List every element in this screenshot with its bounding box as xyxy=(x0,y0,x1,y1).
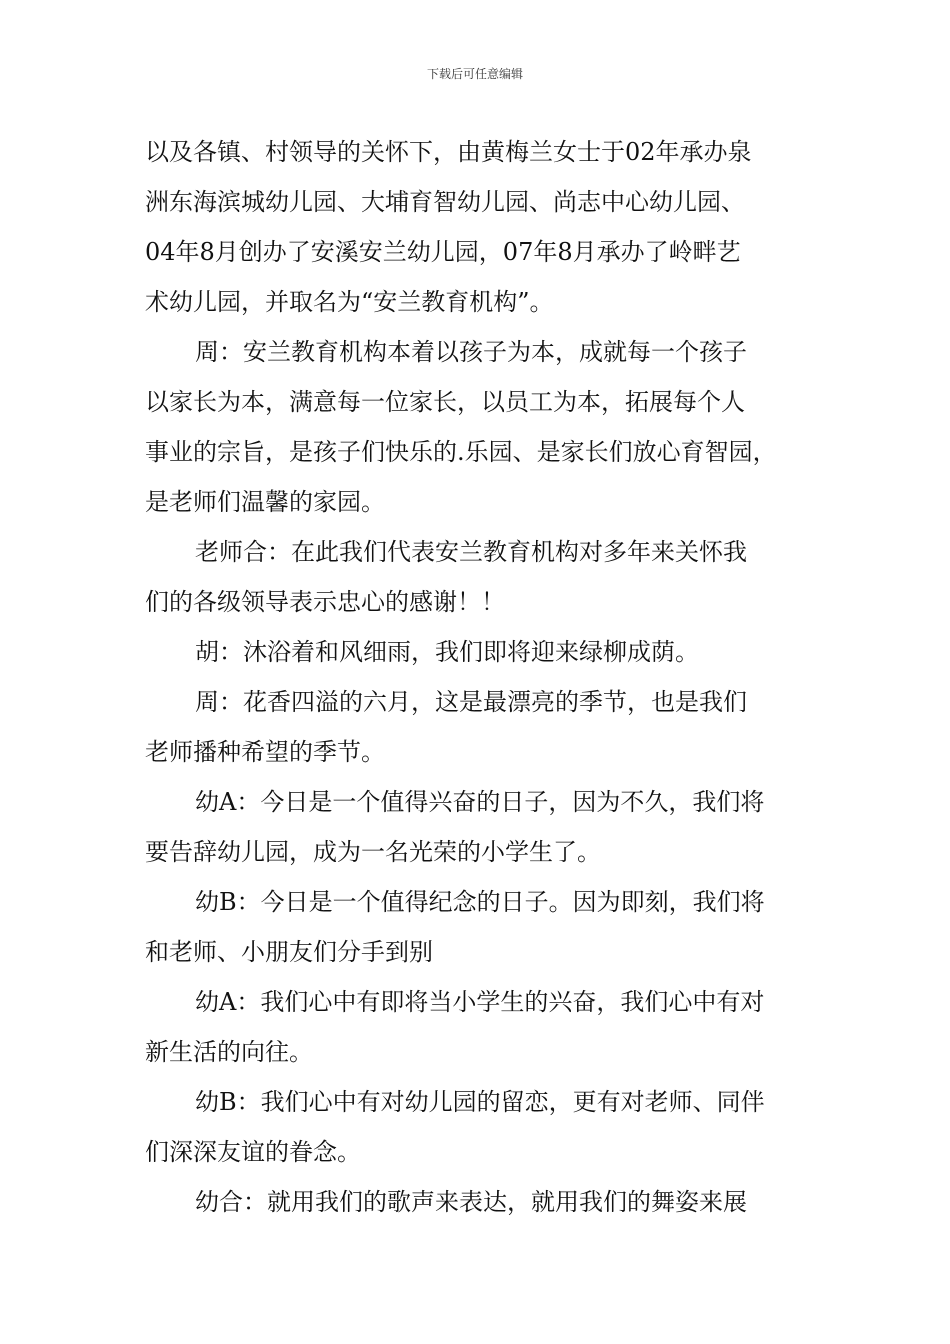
paragraph xyxy=(145,527,829,627)
text-line: 老师合：在此我们代表安兰教育机构对多年来关怀我 xyxy=(195,538,747,566)
text-line: 周：安兰教育机构本着以孩子为本，成就每一个孩子 xyxy=(195,338,747,366)
text-line: 老师播种希望的季节。 xyxy=(145,738,385,766)
text-line: 以及各镇、村领导的关怀下，由黄梅兰女士于02年承办泉 xyxy=(145,138,752,166)
text-line: 是老师们温馨的家园。 xyxy=(145,488,385,516)
paragraph xyxy=(145,127,829,327)
text-line: 幼B：今日是一个值得纪念的日子。因为即刻，我们将 xyxy=(195,888,765,916)
paragraph xyxy=(145,677,829,777)
text-line: 们深深友谊的眷念。 xyxy=(145,1138,361,1166)
text-line: 04年8月创办了安溪安兰幼儿园，07年8月承办了岭畔艺 xyxy=(145,238,741,266)
text-line: 事业的宗旨，是孩子们快乐的.乐园、是家长们放心育智园， xyxy=(145,438,777,466)
text-line: 要告辞幼儿园，成为一名光荣的小学生了。 xyxy=(145,838,601,866)
text-line: 胡：沐浴着和风细雨，我们即将迎来绿柳成荫。 xyxy=(195,638,699,666)
document-body xyxy=(145,127,829,1227)
paragraph xyxy=(145,977,829,1077)
text-line: 和老师、小朋友们分手到别 xyxy=(145,938,433,966)
page-header: 下载后可任意编辑 xyxy=(426,67,523,81)
text-line: 幼A：我们心中有即将当小学生的兴奋，我们心中有对 xyxy=(195,988,765,1016)
text-line: 幼B：我们心中有对幼儿园的留恋，更有对老师、同伴 xyxy=(195,1088,765,1116)
text-line: 幼A：今日是一个值得兴奋的日子，因为不久，我们将 xyxy=(195,788,765,816)
paragraph xyxy=(145,627,829,677)
text-line: 新生活的向往。 xyxy=(145,1038,313,1066)
paragraph xyxy=(145,877,829,977)
text-line: 术幼儿园，并取名为“安兰教育机构”。 xyxy=(145,288,554,316)
text-line: 们的各级领导表示忠心的感谢！！ xyxy=(145,588,505,616)
paragraph xyxy=(145,327,829,527)
paragraph xyxy=(145,777,829,877)
text-line: 以家长为本，满意每一位家长，以员工为本，拓展每个人 xyxy=(145,388,745,416)
text-line: 洲东海滨城幼儿园、大埔育智幼儿园、尚志中心幼儿园、 xyxy=(145,188,745,216)
text-line: 周：花香四溢的六月，这是最漂亮的季节，也是我们 xyxy=(195,688,747,716)
paragraph xyxy=(145,1077,829,1177)
paragraph xyxy=(145,1177,829,1227)
text-line: 幼合：就用我们的歌声来表达，就用我们的舞姿来展 xyxy=(195,1188,747,1216)
